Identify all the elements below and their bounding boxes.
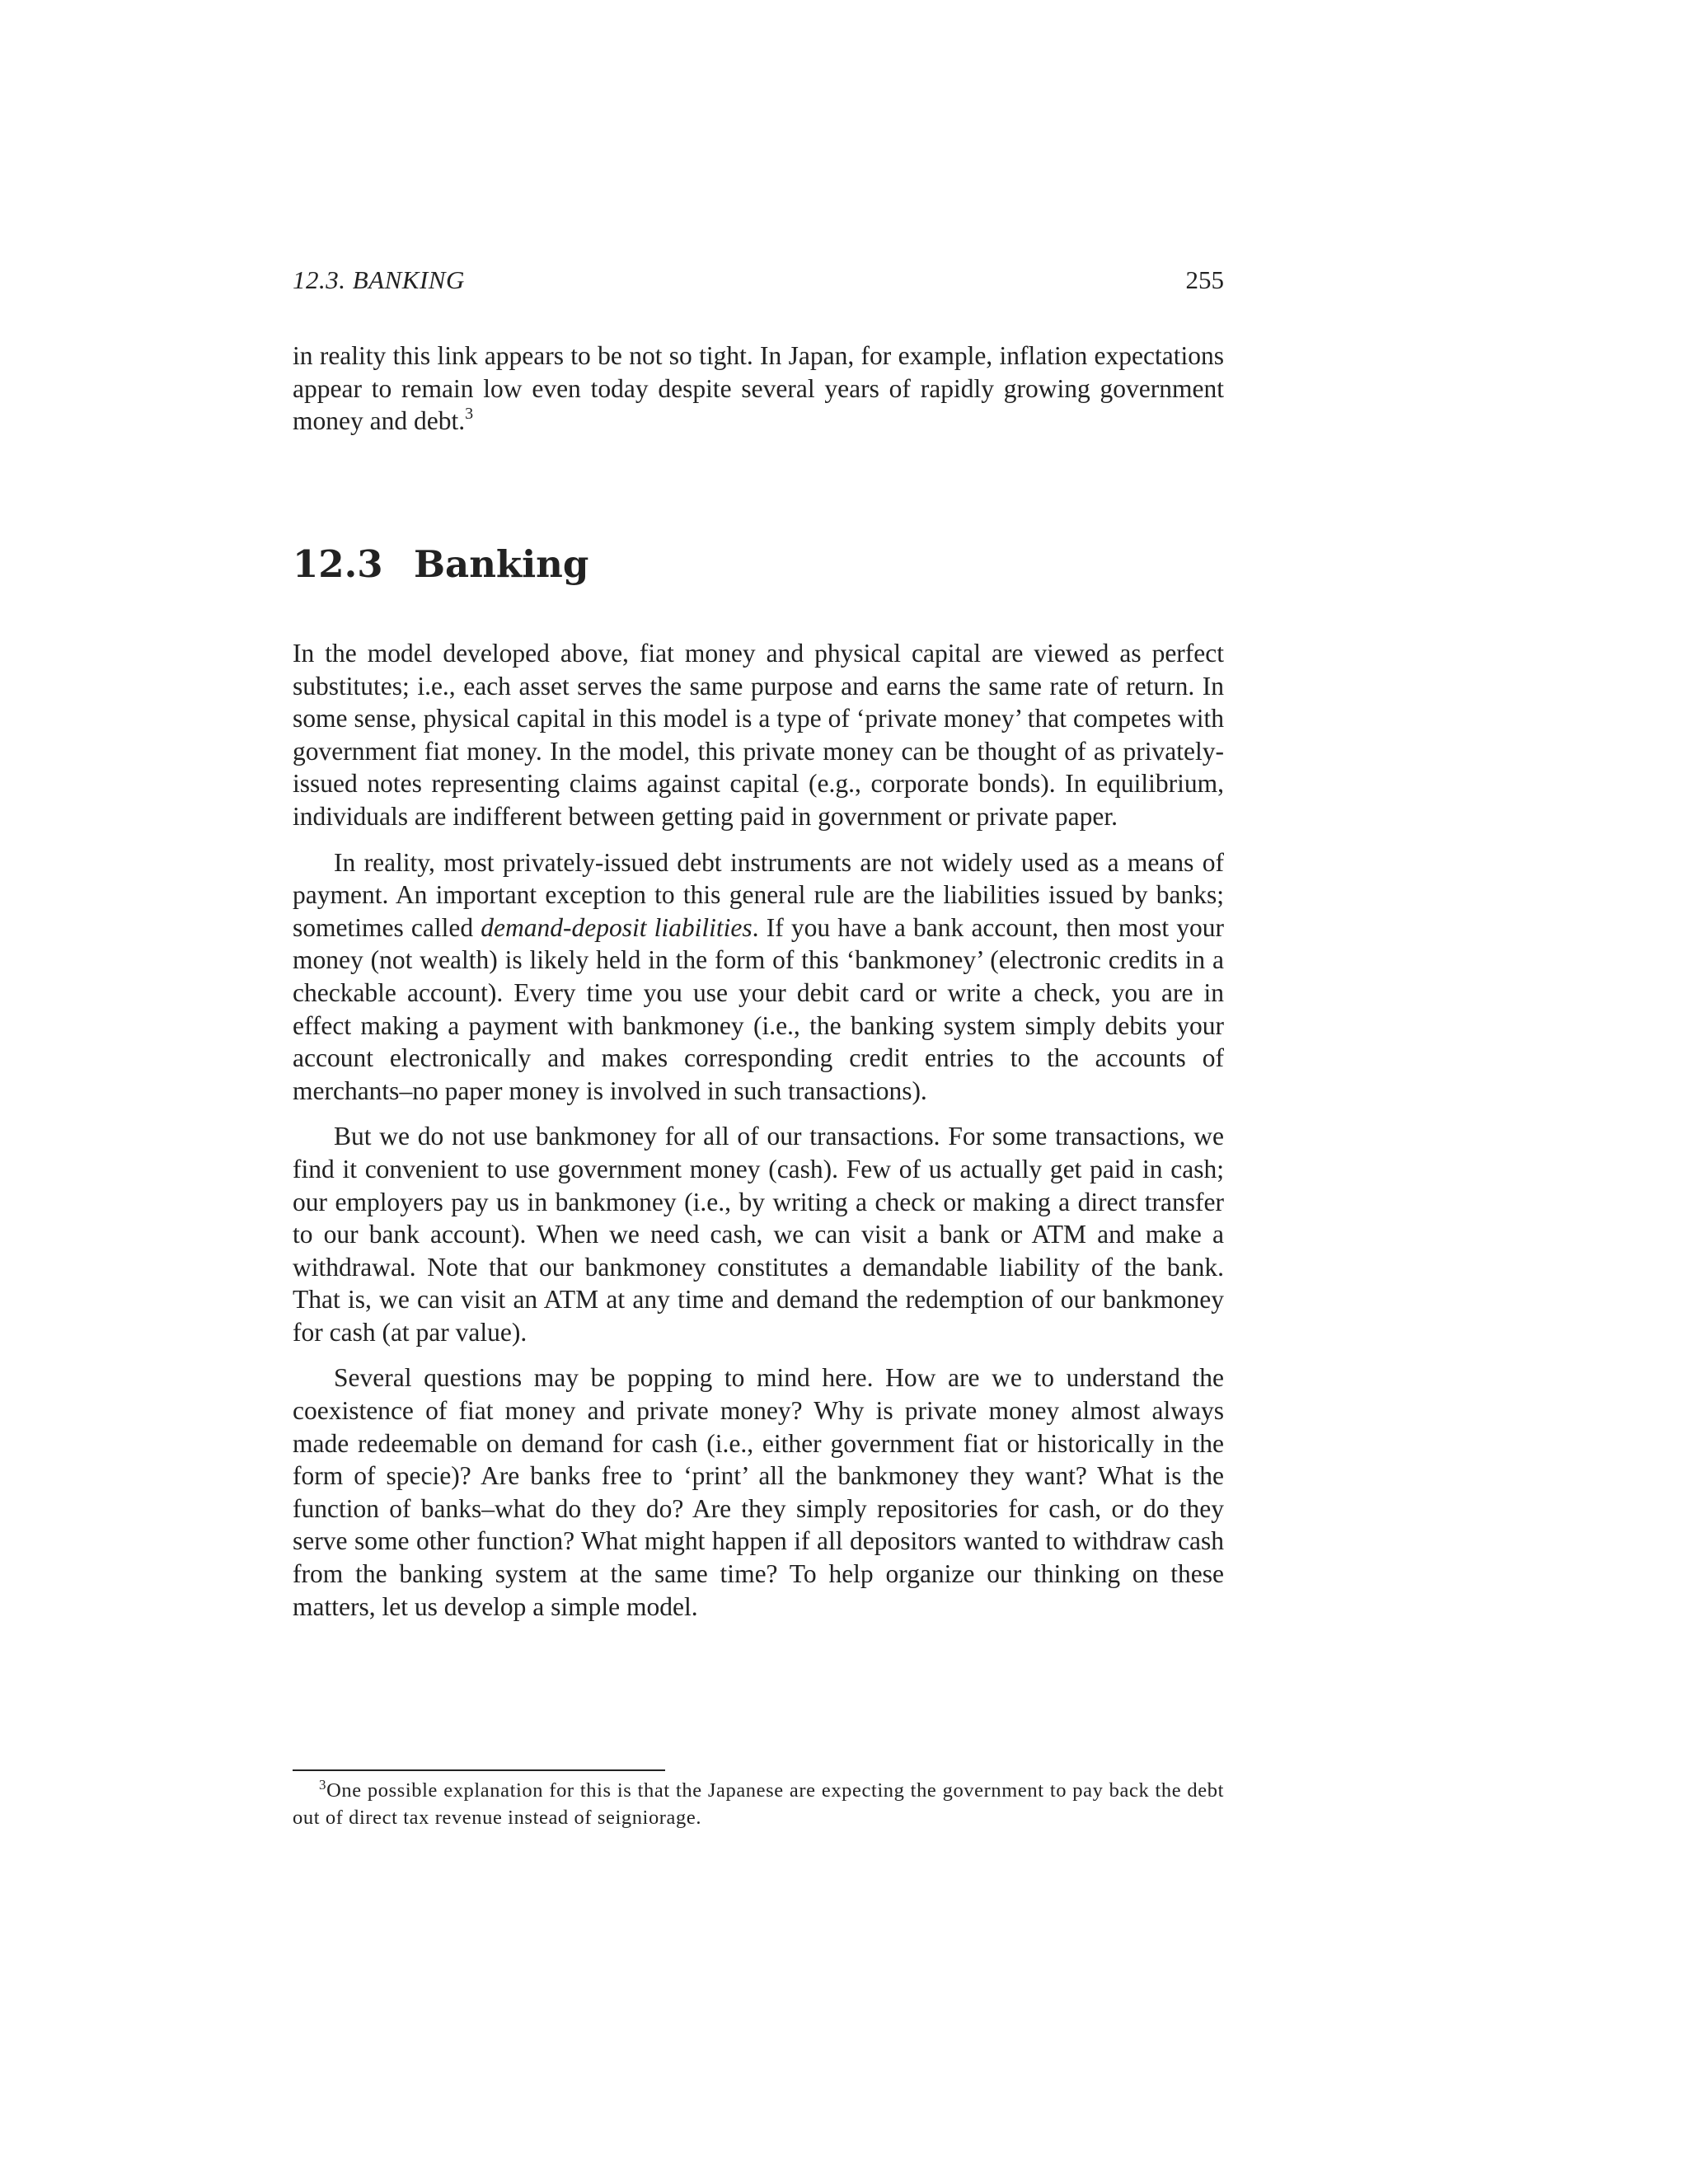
section-body xyxy=(293,637,1224,1636)
paragraph-1: In the model developed above, fiat money and physical capital are viewed as perfect substitutes; i.e., each asset serves the same purpose and earns the same rate of return. In some sense, physical capital in this model is a type of ‘private money’ that competes with government fiat money. In the model, this private money can be thought of as privately-issued notes representing claims against capital (e.g., corporate bonds). In equilibrium, individuals are indifferent between getting paid in government or private paper. xyxy=(293,639,1224,831)
running-head-section: 12.3. BANKING xyxy=(293,265,465,294)
footnote-divider xyxy=(293,1769,665,1771)
intro-paragraph xyxy=(293,340,1224,438)
section-heading xyxy=(293,540,1224,589)
intro-paragraph-text: in reality this link appears to be not so tight. In Japan, for example, inflation expectations appear to remain low even today despite several years of rapidly growing government money and debt. xyxy=(293,341,1224,436)
section-number: 12.3 xyxy=(293,542,383,586)
section-title: Banking xyxy=(414,542,589,586)
paragraph-4: Several questions may be popping to mind here. How are we to understand the coexistence of fiat money and private money? Why is private money almost always made redeemable on demand for cash (i.e., either government fiat or historically in the form of specie)? Are banks free to ‘print’ all the bankmoney they want? What is the function of banks–what do they do? Are they simply repositories for cash, or do they serve some other function? What might happen if all depositors wanted to withdraw cash from the banking system at the same time? To help organize our thinking on these matters, let us develop a simple model. xyxy=(293,1363,1224,1621)
paragraph-2-rest: . If you have a bank account, then most your money (not wealth) is likely held in the form of this ‘bankmoney’ (electronic credits in a checkable account). Every time you use your debit card or write a check, you are in effect making a payment with bankmoney (i.e., the banking system simply debits your account electronically and makes corresponding credit entries to the accounts of merchants–no paper money is involved in such transactions). xyxy=(293,912,1225,1105)
running-head xyxy=(293,262,1224,298)
paragraph-2-term: demand-deposit liabilities xyxy=(481,912,753,942)
paragraph-2-lead: In reality, most privately-issued debt instruments are not widely used as a means of payment. An important exception to this general rule are the liabilities issued by banks; sometimes called xyxy=(293,847,1224,942)
paragraph-3: But we do not use bankmoney for all of our transactions. For some transactions, we find it convenient to use government money (cash). Few of us actually get paid in cash; our employers pay us in bankmoney (i.e., by writing a check or making a direct transfer to our bank account). When we need cash, we can visit a bank or ATM and make a withdrawal. Note that our bankmoney constitutes a demandable liability of the bank. That is, we can visit an ATM at any time and demand the redemption of our bankmoney for cash (at par value). xyxy=(293,1122,1224,1347)
footnote-mark: 3 xyxy=(319,1776,327,1793)
footnote-text: One possible explanation for this is that the Japanese are expecting the government to pay back the debt out of direct tax revenue instead of seigniorage. xyxy=(293,1779,1224,1829)
footnote xyxy=(293,1777,1224,1831)
footnote-reference[interactable]: 3 xyxy=(465,404,474,423)
page-number: 255 xyxy=(1185,265,1224,294)
paragraph-2 xyxy=(293,846,1224,1108)
document-page xyxy=(293,0,1224,2184)
